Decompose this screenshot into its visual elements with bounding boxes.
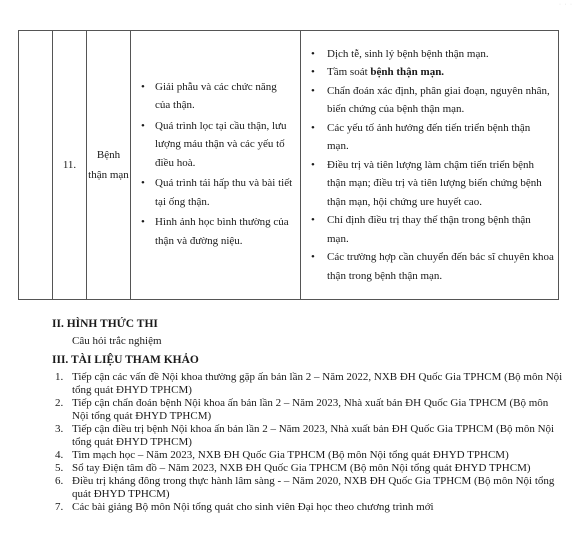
list-item: • Hình ảnh học bình thường của thận và đường niệu. [131,213,294,250]
item-text: Chẩn đoán xác định, phân giai đoạn, nguyên nhân, biến chứng của bệnh thận mạn. [327,84,550,116]
item-text: Chỉ định điều trị thay thế thận trong bệnh thận mạn. [327,214,531,245]
syllabus-table [18,30,559,300]
list-item [301,82,554,119]
list-item: • Quá trình tái hấp thu và bài tiết tại ống thận. [131,174,294,211]
section-2-body: Câu hỏi trắc nghiệm [72,335,162,347]
row-number: 11. [53,31,87,300]
content-list [131,78,300,251]
item-text-bold: bệnh thận mạn. [370,66,445,79]
item-text: Các trường hợp cần chuyển đến bác sĩ chuyên khoa thận trong bệnh thận mạn. [327,251,554,282]
list-item: 2. Tiếp cận chẩn đoán bệnh Nội khoa ấn bản lần 2 – Năm 2023, Nhà xuất bản ĐH Quốc Gia TPHCM (Bộ môn Nội tổng quát ĐHYD TPHCM) [55,397,549,422]
list-item: 4. Tim mạch học – Năm 2023, NXB ĐH Quốc Gia TPHCM (Bộ môn Nội tổng quát ĐHYD TPHCM) [55,449,509,461]
list-item: • Quá trình lọc tại cầu thận, lưu lượng máu thận và các yếu tố điều hoà. [131,117,294,173]
list-item: 5. Sổ tay Điện tâm đồ – Năm 2023, NXB ĐH Quốc Gia TPHCM (Bộ môn Nội tổng quát ĐHYD TPHCM) [55,462,531,474]
list-item [301,156,554,212]
list-item: 3. Tiếp cận điều trị bệnh Nội khoa ấn bản lần 2 – Năm 2023, Nhà xuất bản ĐH Quốc Gia TPHCM (Bộ môn Nội tổng quát ĐHYD TPHCM) [55,423,555,448]
empty-cell [19,31,53,300]
topic-name: Bệnh thận mạn [87,31,131,300]
item-text: Điều trị và tiên lượng làm chậm tiến triển bệnh thận mạn; điều trị và tiên lượng biến chứng bệnh thận mạn, hội chứng ure huyết cao. [327,158,542,208]
list-item: 6. Điều trị kháng đông trong thực hành lâm sàng - – Năm 2020, NXB ĐH Quốc Gia TPHCM (Bộ môn Nội tổng quát ĐHYD TPHCM) [55,475,555,500]
list-item [301,119,554,156]
outcome-cell [301,31,559,300]
list-item: 7. Các bài giảng Bộ môn Nội tổng quát cho sinh viên Đại học theo chương trình mới [55,501,434,513]
table-row [19,31,559,300]
list-item: 1. Tiếp cận các vấn đề Nội khoa thường gặp ấn bản lần 2 – Năm 2022, NXB ĐH Quốc Gia TPHCM (Bộ môn Nội tổng quát ĐHYD TPHCM) [55,371,563,396]
list-item [301,248,554,285]
list-item: • Giải phẫu và các chức năng của thận. [131,78,294,115]
list-item [301,63,554,82]
item-text: Các yếu tố ảnh hưởng đến tiến triển bệnh thận mạn. [327,121,531,153]
item-text: Tầm soát [327,66,371,79]
list-item [301,45,554,64]
outcome-list [301,45,558,286]
section-3-title: III. TÀI LIỆU THAM KHẢO [52,354,199,366]
content-cell [131,31,301,300]
section-2-title: II. HÌNH THỨC THI [52,318,158,330]
item-text: Dịch tễ, sinh lý bệnh bệnh thận mạn. [327,47,489,60]
scan-artifact: · · · [559,2,573,8]
reference-list [52,371,567,514]
list-item [301,211,554,248]
